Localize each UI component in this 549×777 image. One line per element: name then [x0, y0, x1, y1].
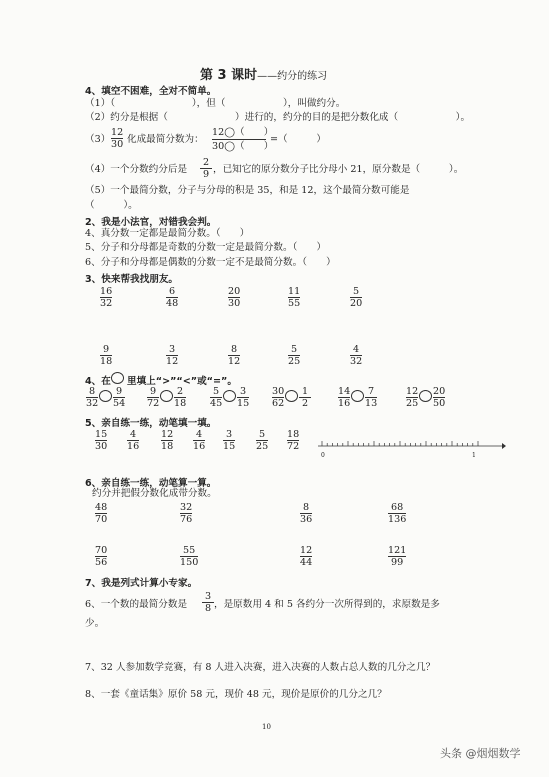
simplify-fraction — [180, 545, 198, 568]
compare-right-fraction — [237, 386, 249, 409]
numberline-fraction — [287, 429, 299, 452]
denominator: 99 — [391, 557, 404, 568]
compare-circle-icon[interactable] — [160, 390, 173, 402]
compare-left-fraction — [210, 386, 222, 409]
numerator: 12 — [406, 386, 419, 397]
compare-right-fraction — [365, 386, 377, 409]
compare-right-fraction — [433, 386, 445, 409]
numerator: 8 — [231, 344, 238, 355]
judge-line-1: 4、真分数一定都是最简分数。（ ） — [85, 228, 250, 239]
friend-fraction — [228, 286, 240, 309]
denominator: 54 — [113, 398, 126, 409]
watermark: 头条 @烟烟数学 — [440, 747, 521, 760]
denominator: 44 — [300, 557, 313, 568]
numerator: 9 — [150, 386, 157, 397]
denominator: 56 — [95, 557, 108, 568]
friend-fraction — [166, 344, 178, 367]
compare-circle-icon[interactable] — [223, 390, 236, 402]
denominator: 18 — [174, 398, 187, 409]
friend-fraction — [100, 344, 112, 367]
numerator: 1 — [301, 386, 309, 397]
numerator: 3 — [169, 344, 176, 355]
simplify-fraction — [388, 545, 406, 568]
numerator: 70 — [95, 545, 108, 556]
compare-right-fraction — [299, 386, 311, 409]
denominator: 32 — [100, 298, 113, 309]
compare-left-fraction — [86, 386, 98, 409]
section-4b-heading-b: 里填上“>”“<”或“=”。 — [127, 376, 237, 387]
denominator: 15 — [237, 398, 250, 409]
numerator: 6 — [169, 286, 176, 297]
denominator: 12 — [166, 356, 179, 367]
friend-fraction — [100, 286, 112, 309]
numerator: 18 — [287, 429, 300, 440]
denominator: 15 — [223, 441, 236, 452]
numerator: 7 — [368, 386, 375, 397]
denominator: 50 — [433, 398, 446, 409]
denominator: 2 — [301, 398, 309, 409]
numerator: 16 — [100, 286, 113, 297]
section-6-heading: 6、亲自练一练，动笔算一算。 — [85, 478, 217, 489]
compare-circle-icon[interactable] — [419, 390, 432, 402]
denominator: 20 — [350, 298, 363, 309]
numberline-fraction — [95, 429, 107, 452]
numerator: 8 — [89, 386, 96, 397]
denominator: 70 — [95, 514, 108, 525]
q3-box-bar — [212, 139, 266, 140]
simplify-fraction — [388, 502, 406, 525]
simplify-fraction — [95, 545, 107, 568]
numerator: 5 — [353, 286, 360, 297]
compare-left-fraction — [338, 386, 350, 409]
numerator: 12 — [300, 545, 313, 556]
simplify-fraction — [180, 502, 192, 525]
numerator: 12 — [161, 429, 174, 440]
numerator: 3 — [240, 386, 247, 397]
q4-fraction — [200, 157, 212, 180]
denominator: 32 — [86, 398, 99, 409]
numberline-fraction — [256, 429, 268, 452]
section-2-heading: 2、我是小法官，对错我会判。 — [85, 217, 217, 228]
friend-fraction — [228, 344, 240, 367]
numerator: 30 — [272, 386, 285, 397]
denominator: 30 — [228, 298, 241, 309]
problem-8: 8、一套《童话集》原价 58 元，现价 48 元，现价是原价的几分之几？ — [85, 689, 387, 700]
section-4b-heading-a: 4、在 — [85, 376, 111, 387]
q5-text-b: （ ）。 — [85, 200, 138, 211]
numerator: 20 — [433, 386, 446, 397]
denominator: 36 — [300, 514, 313, 525]
compare-circle-icon — [111, 372, 124, 384]
compare-left-fraction — [272, 386, 284, 409]
numerator: 20 — [228, 286, 241, 297]
q3-fraction — [111, 127, 123, 150]
denominator: 32 — [350, 356, 363, 367]
numerator: 14 — [338, 386, 351, 397]
numerator: 5 — [213, 386, 220, 397]
numerator: 4 — [353, 344, 360, 355]
q5-text: （5）一个最简分数，分子与分母的积是 35，和是 12，这个最简分数可能是 — [85, 185, 410, 196]
denominator: 76 — [180, 514, 193, 525]
denominator: 45 — [210, 398, 223, 409]
numerator: 55 — [183, 545, 196, 556]
friend-fraction — [350, 344, 362, 367]
page-title — [200, 64, 327, 83]
denominator: 72 — [147, 398, 160, 409]
friend-fraction — [350, 286, 362, 309]
numerator: 4 — [196, 429, 203, 440]
judge-line-2: 5、分子和分母都是奇数的分数一定是最简分数。（ ） — [85, 242, 327, 253]
numerator: 9 — [116, 386, 123, 397]
section-3-heading: 3、快来帮我找朋友。 — [85, 274, 179, 285]
denominator: 48 — [166, 298, 179, 309]
numberline-fraction — [127, 429, 139, 452]
denominator: 25 — [406, 398, 419, 409]
compare-right-fraction — [174, 386, 186, 409]
denominator: 16 — [127, 441, 140, 452]
q3-num: 12 — [111, 127, 124, 138]
denominator: 25 — [256, 441, 269, 452]
denominator: 12 — [228, 356, 241, 367]
q3-eq: =（ ） — [270, 134, 327, 145]
q3-box-top: 12◯（ ） — [212, 127, 274, 138]
q4-text-a: （4）一个分数约分后是 — [85, 164, 188, 175]
friend-fraction — [288, 344, 300, 367]
numerator: 8 — [303, 502, 310, 513]
q4-num: 2 — [202, 157, 210, 168]
q2-text: （2）约分是根据（ ）进行的，约分的目的是把分数化成（ ）。 — [85, 112, 471, 123]
simplify-fraction — [300, 502, 312, 525]
p6-den: 8 — [204, 603, 212, 614]
number-line-one: 1 — [472, 452, 476, 459]
section-7-heading: 7、我是列式计算小专家。 — [85, 578, 198, 589]
friend-fraction — [166, 286, 178, 309]
numerator: 9 — [103, 344, 110, 355]
numerator: 2 — [177, 386, 184, 397]
q3-prefix: （3） — [85, 134, 111, 145]
numberline-fraction — [161, 429, 173, 452]
numerator: 121 — [388, 545, 407, 556]
title-main: 第 3 课时 — [200, 68, 258, 83]
denominator: 62 — [272, 398, 285, 409]
denominator: 18 — [161, 441, 174, 452]
numerator: 48 — [95, 502, 108, 513]
section-4-heading: 4、填空不困难，全对不简单。 — [85, 86, 217, 97]
page-number: 10 — [262, 723, 271, 731]
compare-left-fraction — [147, 386, 159, 409]
number-line — [318, 440, 506, 460]
denominator: 30 — [95, 441, 108, 452]
section-6-sub: 约分并把假分数化成带分数。 — [92, 488, 217, 499]
numberline-fraction — [223, 429, 235, 452]
compare-circle-icon[interactable] — [99, 390, 112, 402]
denominator: 16 — [193, 441, 206, 452]
numerator: 11 — [288, 286, 301, 297]
judge-line-3: 6、分子和分母都是偶数的分数一定不是最简分数。（ ） — [85, 257, 336, 268]
problem-6-fraction — [202, 591, 214, 614]
denominator: 16 — [338, 398, 351, 409]
q1-text: （1）（ ），但（ ），叫做约分。 — [85, 98, 346, 109]
compare-left-fraction — [406, 386, 418, 409]
numerator: 4 — [130, 429, 137, 440]
problem-6-b: ，是原数用 4 和 5 各约分一次所得到的，求原数是多 — [214, 599, 440, 610]
denominator: 55 — [288, 298, 301, 309]
number-line-zero: 0 — [321, 452, 325, 459]
q3-den: 30 — [111, 139, 124, 150]
numerator: 15 — [95, 429, 108, 440]
q3-mid: 化成最简分数为： — [127, 134, 204, 145]
problem-7: 7、32 人参加数学竞赛，有 8 人进入决赛，进入决赛的人数占总人数的几分之几？ — [85, 662, 436, 673]
denominator: 25 — [288, 356, 301, 367]
title-sub: ——约分的练习 — [257, 71, 328, 82]
denominator: 13 — [365, 398, 378, 409]
compare-circle-icon[interactable] — [351, 390, 364, 402]
problem-6-c: 少。 — [85, 618, 105, 629]
denominator: 150 — [180, 557, 199, 568]
friend-fraction — [288, 286, 300, 309]
q4-den: 9 — [202, 169, 210, 180]
q4-text-b: ，已知它的原分数分子比分母小 21，原分数是（ ）。 — [213, 164, 464, 175]
numerator: 32 — [180, 502, 193, 513]
compare-circle-icon[interactable] — [285, 390, 298, 402]
section-5-heading: 5、亲自练一练，动笔填一填。 — [85, 418, 217, 429]
numerator: 5 — [291, 344, 298, 355]
numberline-fraction — [193, 429, 205, 452]
simplify-fraction — [95, 502, 107, 525]
numerator: 3 — [226, 429, 233, 440]
p6-num: 3 — [204, 591, 212, 602]
denominator: 136 — [388, 514, 407, 525]
numerator: 68 — [391, 502, 404, 513]
denominator: 72 — [287, 441, 300, 452]
numerator: 5 — [259, 429, 266, 440]
problem-6-a: 6、一个数的最简分数是 — [85, 599, 188, 610]
q3-box-bot: 30◯（ ） — [212, 141, 274, 152]
denominator: 18 — [100, 356, 113, 367]
compare-right-fraction — [113, 386, 125, 409]
simplify-fraction — [300, 545, 312, 568]
